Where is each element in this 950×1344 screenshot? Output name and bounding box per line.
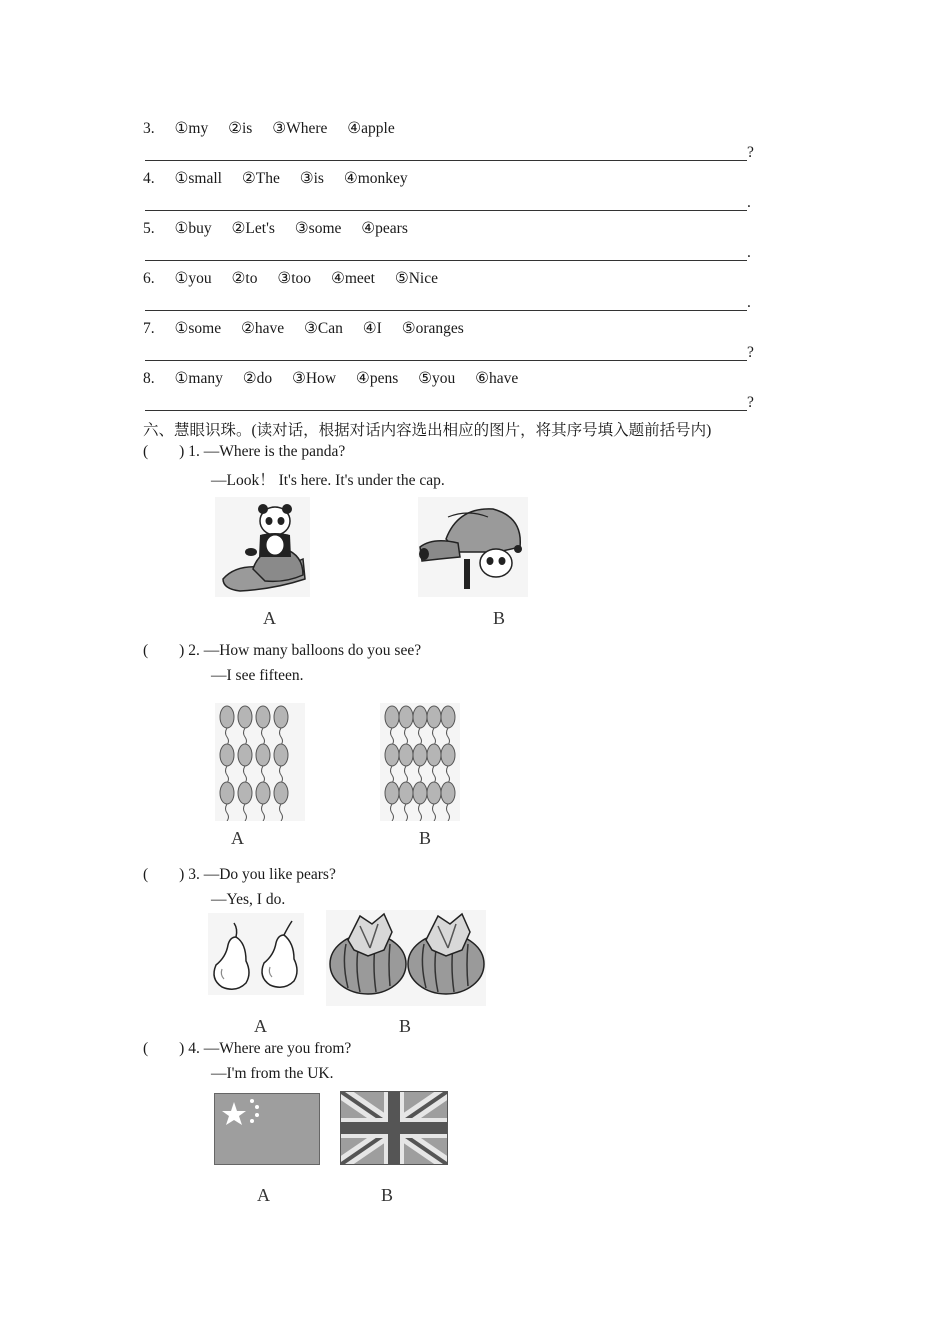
question-1 (143, 443, 345, 461)
question-number: 4. (188, 1040, 200, 1057)
end-punctuation: ? (747, 394, 754, 411)
question-text: —Do you like pears? (203, 866, 336, 883)
item-number: 8. (143, 370, 155, 387)
word: ⑤you (418, 370, 456, 387)
question-3 (143, 866, 336, 884)
answer-line[interactable] (145, 410, 747, 411)
word: ⑤Nice (394, 270, 438, 287)
word: ④pens (355, 370, 399, 387)
answer-line[interactable] (145, 360, 747, 361)
option-label: A (254, 1016, 267, 1036)
panda-on-cap-image (215, 497, 310, 597)
reorder-item-3 (143, 119, 411, 138)
word: ④monkey (343, 170, 408, 187)
word: ①some (174, 320, 222, 337)
question-text: —Where is the panda? (203, 443, 346, 460)
answer-bracket[interactable]: ( ) (143, 866, 185, 883)
word: ④apple (347, 120, 395, 137)
word: ④pears (361, 220, 408, 237)
section-heading: 六、慧眼识珠。(读对话，根据对话内容选出相应的图片，将其序号填入题前括号内) (143, 422, 712, 439)
word: ②do (242, 370, 273, 387)
word: ①my (174, 120, 209, 137)
option-label: A (231, 828, 244, 848)
word: ①buy (174, 220, 212, 237)
word: ③Where (272, 120, 328, 137)
option-label: B (419, 828, 432, 848)
word: ②is (228, 120, 253, 137)
word: ⑤oranges (401, 320, 464, 337)
item-number: 4. (143, 170, 155, 187)
question-4 (143, 1040, 351, 1058)
word: ④I (362, 320, 382, 337)
watermelons-image (326, 910, 486, 1006)
answer-bracket[interactable]: ( ) (143, 1040, 185, 1057)
end-punctuation: ? (747, 344, 754, 361)
word: ⑥have (475, 370, 519, 387)
word: ②The (241, 170, 280, 187)
option-label: B (381, 1185, 394, 1205)
question-number: 1. (188, 443, 200, 460)
answer-line[interactable] (145, 310, 747, 311)
option-label: B (399, 1016, 412, 1036)
answer-bracket[interactable]: ( ) (143, 443, 185, 460)
pears-image (208, 913, 304, 995)
option-label: A (257, 1185, 270, 1205)
word: ③too (277, 270, 312, 287)
word: ①you (174, 270, 212, 287)
answer-bracket[interactable]: ( ) (143, 642, 185, 659)
question-number: 2. (188, 642, 200, 659)
reorder-item-6 (143, 269, 454, 288)
answer-line[interactable] (145, 260, 747, 261)
word: ③is (299, 170, 324, 187)
question-2 (143, 642, 421, 660)
word: ①small (174, 170, 222, 187)
balloons-a-image (215, 703, 305, 821)
end-punctuation: ? (747, 144, 754, 161)
answer-line[interactable] (145, 160, 747, 161)
word: ④meet (330, 270, 375, 287)
answer-text: —Look！ It's here. It's under the cap. (211, 472, 445, 489)
question-number: 3. (188, 866, 200, 883)
word: ③Can (304, 320, 343, 337)
balloons-b-image (380, 703, 460, 821)
question-text: —How many balloons do you see? (203, 642, 422, 659)
word: ②Let's (231, 220, 275, 237)
end-punctuation: . (747, 244, 751, 261)
answer-text: —I'm from the UK. (211, 1065, 334, 1082)
uk-flag-image (340, 1091, 448, 1165)
reorder-item-4 (143, 169, 424, 188)
panda-under-cap-image (418, 497, 528, 597)
question-text: —Where are you from? (203, 1040, 352, 1057)
china-flag-image (214, 1093, 320, 1165)
word: ②have (241, 320, 285, 337)
reorder-item-8 (143, 369, 534, 388)
word: ①many (174, 370, 223, 387)
answer-text: —Yes, I do. (211, 891, 286, 908)
answer-text: —I see fifteen. (211, 667, 304, 684)
end-punctuation: . (747, 294, 751, 311)
option-label: A (263, 608, 276, 628)
answer-line[interactable] (145, 210, 747, 211)
end-punctuation: . (747, 194, 751, 211)
word: ②to (231, 270, 258, 287)
item-number: 6. (143, 270, 155, 287)
item-number: 3. (143, 120, 155, 137)
item-number: 5. (143, 220, 155, 237)
reorder-item-5 (143, 219, 424, 238)
reorder-item-7 (143, 319, 480, 338)
item-number: 7. (143, 320, 155, 337)
word: ③some (294, 220, 342, 237)
option-label: B (493, 608, 506, 628)
word: ③How (292, 370, 337, 387)
